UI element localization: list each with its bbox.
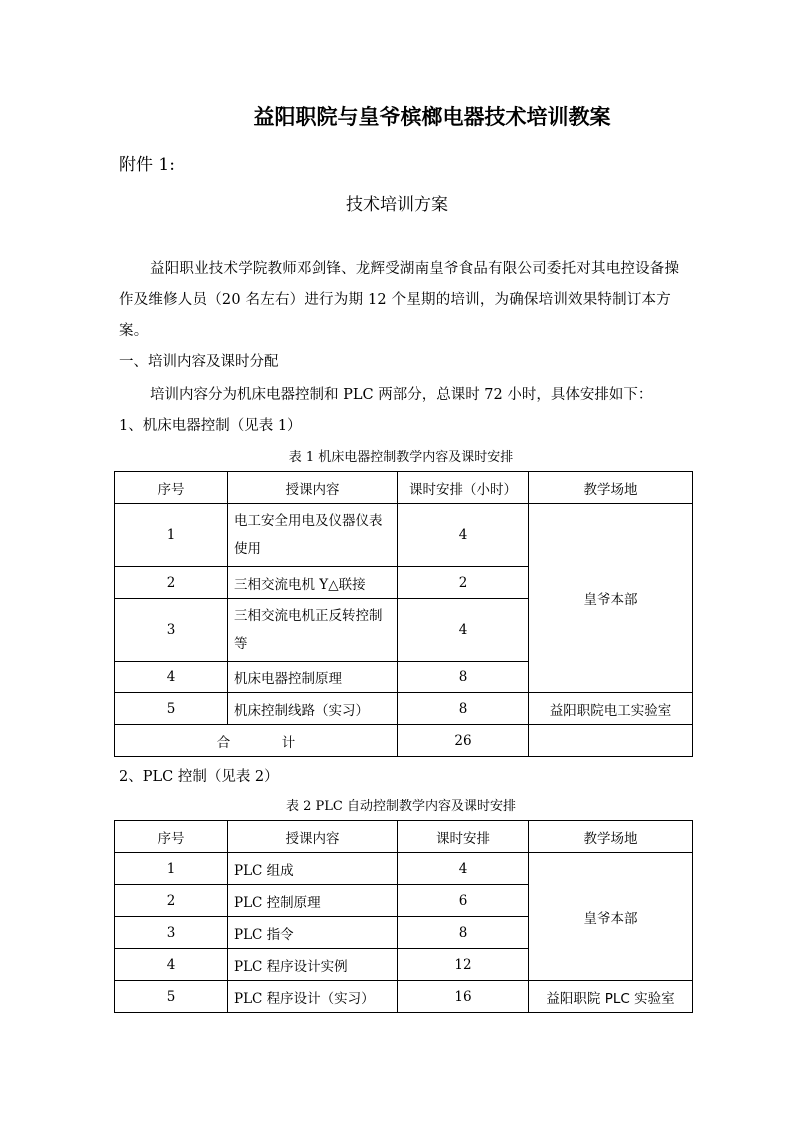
- venue-lab: 益阳职院电工实验室: [529, 693, 693, 725]
- table-2: [114, 820, 693, 1013]
- row-no: 2: [115, 885, 228, 917]
- plan-title: 技术培训方案: [346, 195, 448, 215]
- row-content: PLC 指令: [228, 917, 398, 949]
- header-no: 序号: [115, 821, 228, 853]
- row-content: PLC 组成: [228, 853, 398, 885]
- row-no: 1: [115, 853, 228, 885]
- row-no: 1: [115, 504, 228, 567]
- header-hours: 课时安排: [398, 821, 529, 853]
- total-venue-empty: [529, 725, 693, 757]
- venue-lab: 益阳职院 PLC 实验室: [529, 981, 693, 1013]
- document-title: 益阳职院与皇爷槟榔电器技术培训教案: [253, 105, 611, 129]
- header-venue: 教学场地: [529, 472, 693, 504]
- attachment-label: 附件 1:: [119, 155, 175, 175]
- row-no: 5: [115, 981, 228, 1013]
- row-content: PLC 控制原理: [228, 885, 398, 917]
- subsection-2-heading: 2、PLC 控制（见表 2）: [119, 769, 279, 785]
- row-hours: 4: [398, 853, 529, 885]
- row-no: 3: [115, 599, 228, 662]
- total-hours: 26: [398, 725, 529, 757]
- header-content: 授课内容: [228, 821, 398, 853]
- row-hours: 12: [398, 949, 529, 981]
- header-venue: 教学场地: [529, 821, 693, 853]
- row-hours: 2: [398, 567, 529, 599]
- row-hours: 6: [398, 885, 529, 917]
- row-content: 机床控制线路（实习）: [228, 693, 398, 725]
- table-2-caption: 表 2 PLC 自动控制教学内容及课时安排: [286, 799, 516, 814]
- row-hours: 4: [398, 599, 529, 662]
- table-row: [115, 853, 693, 885]
- venue-main: 皇爷本部: [529, 504, 693, 693]
- row-hours: 4: [398, 504, 529, 567]
- header-hours: 课时安排（小时）: [398, 472, 529, 504]
- table-row: [115, 693, 693, 725]
- row-content: PLC 程序设计实例: [228, 949, 398, 981]
- table-1: [114, 471, 693, 757]
- table-total-row: [115, 725, 693, 757]
- table-1-header-row: [115, 472, 693, 504]
- row-hours: 8: [398, 662, 529, 693]
- table-2-header-row: [115, 821, 693, 853]
- header-no: 序号: [115, 472, 228, 504]
- row-no: 4: [115, 662, 228, 693]
- row-no: 5: [115, 693, 228, 725]
- table-1-caption: 表 1 机床电器控制教学内容及课时安排: [288, 450, 514, 465]
- section-1-body: 培训内容分为机床电器控制和 PLC 两部分，总课时 72 小时，具体安排如下：: [150, 387, 653, 403]
- section-1-heading: 一、培训内容及课时分配: [119, 354, 279, 370]
- row-content: PLC 程序设计（实习）: [228, 981, 398, 1013]
- row-no: 2: [115, 567, 228, 599]
- row-content: 机床电器控制原理: [228, 662, 398, 693]
- table-row: [115, 504, 693, 567]
- row-no: 3: [115, 917, 228, 949]
- row-hours: 8: [398, 917, 529, 949]
- row-content: 三相交流电机正反转控制等: [228, 599, 398, 662]
- row-no: 4: [115, 949, 228, 981]
- total-label: 合 计: [115, 725, 398, 757]
- row-content: 电工安全用电及仪器仪表使用: [228, 504, 398, 567]
- row-content: 三相交流电机 Y△联接: [228, 567, 398, 599]
- header-content: 授课内容: [228, 472, 398, 504]
- row-hours: 16: [398, 981, 529, 1013]
- intro-paragraph: 益阳职业技术学院教师邓剑锋、龙辉受湖南皇爷食品有限公司委托对其电控设备操作及维修人员（20 名左右）进行为期 12 个星期的培训，为确保培训效果特制订本方案。: [119, 261, 680, 339]
- subsection-1-heading: 1、机床电器控制（见表 1）: [119, 418, 302, 434]
- table-row: [115, 981, 693, 1013]
- venue-main: 皇爷本部: [529, 853, 693, 981]
- row-hours: 8: [398, 693, 529, 725]
